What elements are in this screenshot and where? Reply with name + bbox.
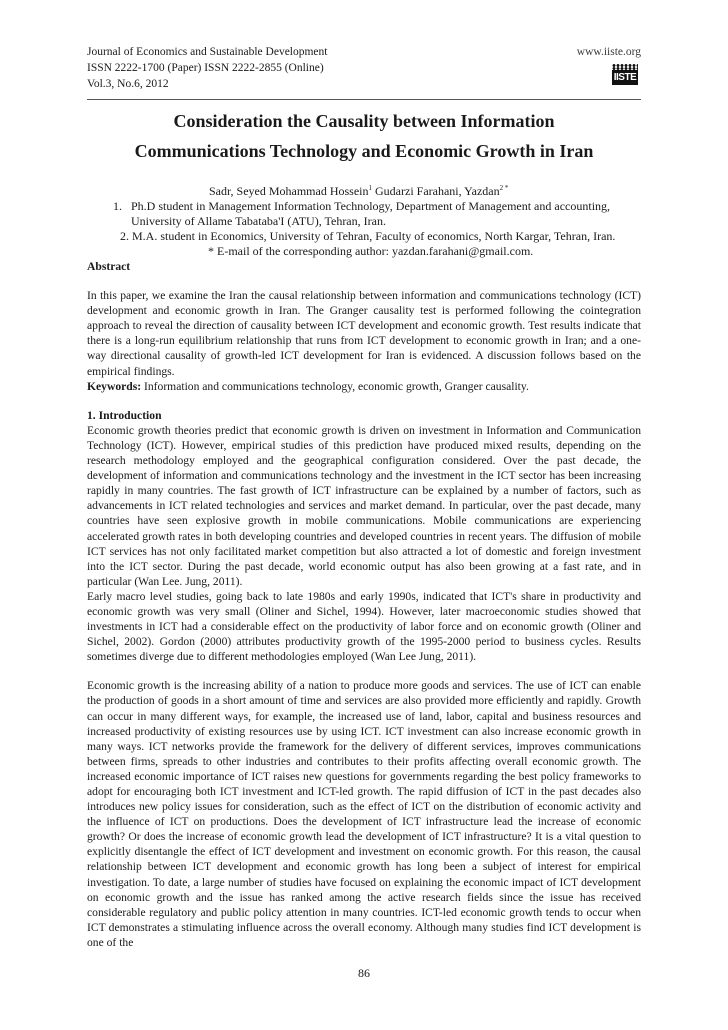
iiste-logo	[612, 64, 638, 86]
abstract-text: In this paper, we examine the Iran the causal relationship between information and communications technology (ICT) development and economic growth in Iran. The Granger causality test is performed following the cointegration approach to reveal the direction of causality between ICT development and economic growth. Test results indicate that there is a long-run equilibrium relationship that runs from ICT development to economic growth in Iran; and a one-way directional causality of growth-led ICT development for Iran is evidenced. A discussion follows based on the empirical findings.	[87, 289, 641, 378]
affiliation-1-number: 1.	[113, 199, 122, 213]
author-names	[87, 181, 641, 199]
title-line-2: Communications Technology and Economic Growth in Iran	[134, 141, 594, 161]
affiliation-1-line-2: University of Allame Tabataba'I (ATU), Tehran, Iran.	[131, 214, 386, 228]
keywords-line	[87, 379, 641, 394]
title-line-1: Consideration the Causality between Information	[173, 111, 555, 131]
intro-paragraph-1: Economic growth theories predict that economic growth is driven on investment in Information and Communication Technology (ICT). However, empirical studies of this prediction have produced mixed results, depending on the research methodology employed and the geographical configuration considered. Over the past decade, the development of information and communications technology and the investment in the ICT sector has been increasing rapidly in many countries. The fast growth of ICT infrastructure can be explained by a number of factors, such as advancements in ICT related technologies and services and market demand. In particular, over the past decade, many countries have seen explosive growth in mobile communications. Mobile communications are experiencing accelerated growth rates in both developing countries and developed countries in recent years. The diffusion of mobile ICT services has not only facilitated market competition but also attracted a lot of domestic and foreign investment into the ICT sector. During the past decade, world economic output has also been growing at a fast rate, and in particular (Wan Lee. Jung, 2011).	[87, 423, 641, 588]
author-2-affiliation-mark: 2 *	[499, 184, 509, 192]
abstract-heading: Abstract	[87, 260, 131, 273]
spacer	[87, 274, 641, 288]
header-divider	[87, 99, 641, 100]
journal-header	[87, 44, 641, 92]
spacer	[87, 664, 641, 678]
keywords-label: Keywords:	[87, 379, 142, 393]
affiliation-1-line-1: Ph.D student in Management Information Technology, Department of Management and accounting,	[131, 199, 611, 213]
journal-issn: ISSN 2222-1700 (Paper) ISSN 2222-2855 (Online)	[87, 62, 324, 74]
author-1-affiliation-mark: 1	[368, 184, 372, 192]
journal-website-link[interactable]: www.iiste.org	[576, 46, 641, 58]
affiliation-1	[87, 199, 641, 229]
author-2-name: Gudarzi Farahani, Yazdan	[372, 184, 500, 198]
keywords-text: Information and communications technology, economic growth, Granger causality.	[141, 379, 529, 393]
spacer	[87, 394, 641, 408]
page-number: 86	[358, 966, 370, 980]
intro-paragraph-3: Economic growth is the increasing ability of a nation to produce more goods and services. The use of ICT can enable the production of goods in a short amount of time and services are also provided more efficiently and rapidly. Growth can occur in many different ways, for example, the increased use of land, labor, capital and business resources and increased productivity of existing resources use by using ICT. ICT investment can also increase economic growth in many ways. ICT networks provide the framework for the delivery of different services, improves communications between firms, spreads to other industries and contributes to their profits affecting overall economic growth. The increased economic importance of ICT raises new questions for governments regarding the best policy frameworks to adopt for encouraging both ICT investment and ICT-led growth. The rapid diffusion of ICT in the past decades also introduces new policy issues for consideration, such as the effect of ICT on the distribution of economic activity and the influence of ICT on productions. Does the development of ICT infrastructure lead the increase of economic growth? Or does the increase of economic growth lead the development of ICT infrastructure? It is a vital question to explicitly disentangle the effect of ICT development and investment on economic growth. For this reason, the causal relationship between ICT development and economic growth has long been a subject of interest for empirical investigation. To date, a large number of studies have focused on explaining the economic impact of ICT development on economic growth and the issue has ranked among the active research fields since the issue has received considerable regulatory and public policy attention in many countries. ICT-led economic growth tends to occur when ICT demonstrates a stimulating influence across the overall economy. Although many studies find ICT development is one of the	[87, 679, 641, 949]
corresponding-email: * E-mail of the corresponding author: yazdan.farahani@gmail.com.	[208, 244, 534, 258]
paper-body	[87, 259, 641, 950]
author-1-name: Sadr, Seyed Mohammad Hossein	[209, 184, 369, 198]
journal-name: Journal of Economics and Sustainable Development	[87, 46, 328, 58]
logo-wordmark: IISTE	[613, 72, 637, 83]
introduction-heading: 1. Introduction	[87, 408, 162, 422]
affiliation-2: 2. M.A. student in Economics, University of Tehran, Faculty of economics, North Kargar, Tehran, Iran.	[120, 229, 616, 243]
journal-volume: Vol.3, No.6, 2012	[87, 78, 169, 90]
paper-title	[87, 106, 641, 166]
author-block	[87, 181, 641, 259]
intro-paragraph-2: Early macro level studies, going back to late 1980s and early 1990s, indicated that ICT's share in productivity and economic growth was very small (Oliner and Sichel, 1994). However, later macroeconomic studies showed that investments in ICT had a considerable effect on the productivity of labor force and on economic growth (Oliner and Sichel, 2002). Gordon (2000) attributes productivity growth of the 1995-2000 period to business cycles. Results sometimes diverge due to different methodologies employed (Wan Lee Jung, 2011).	[87, 589, 641, 664]
